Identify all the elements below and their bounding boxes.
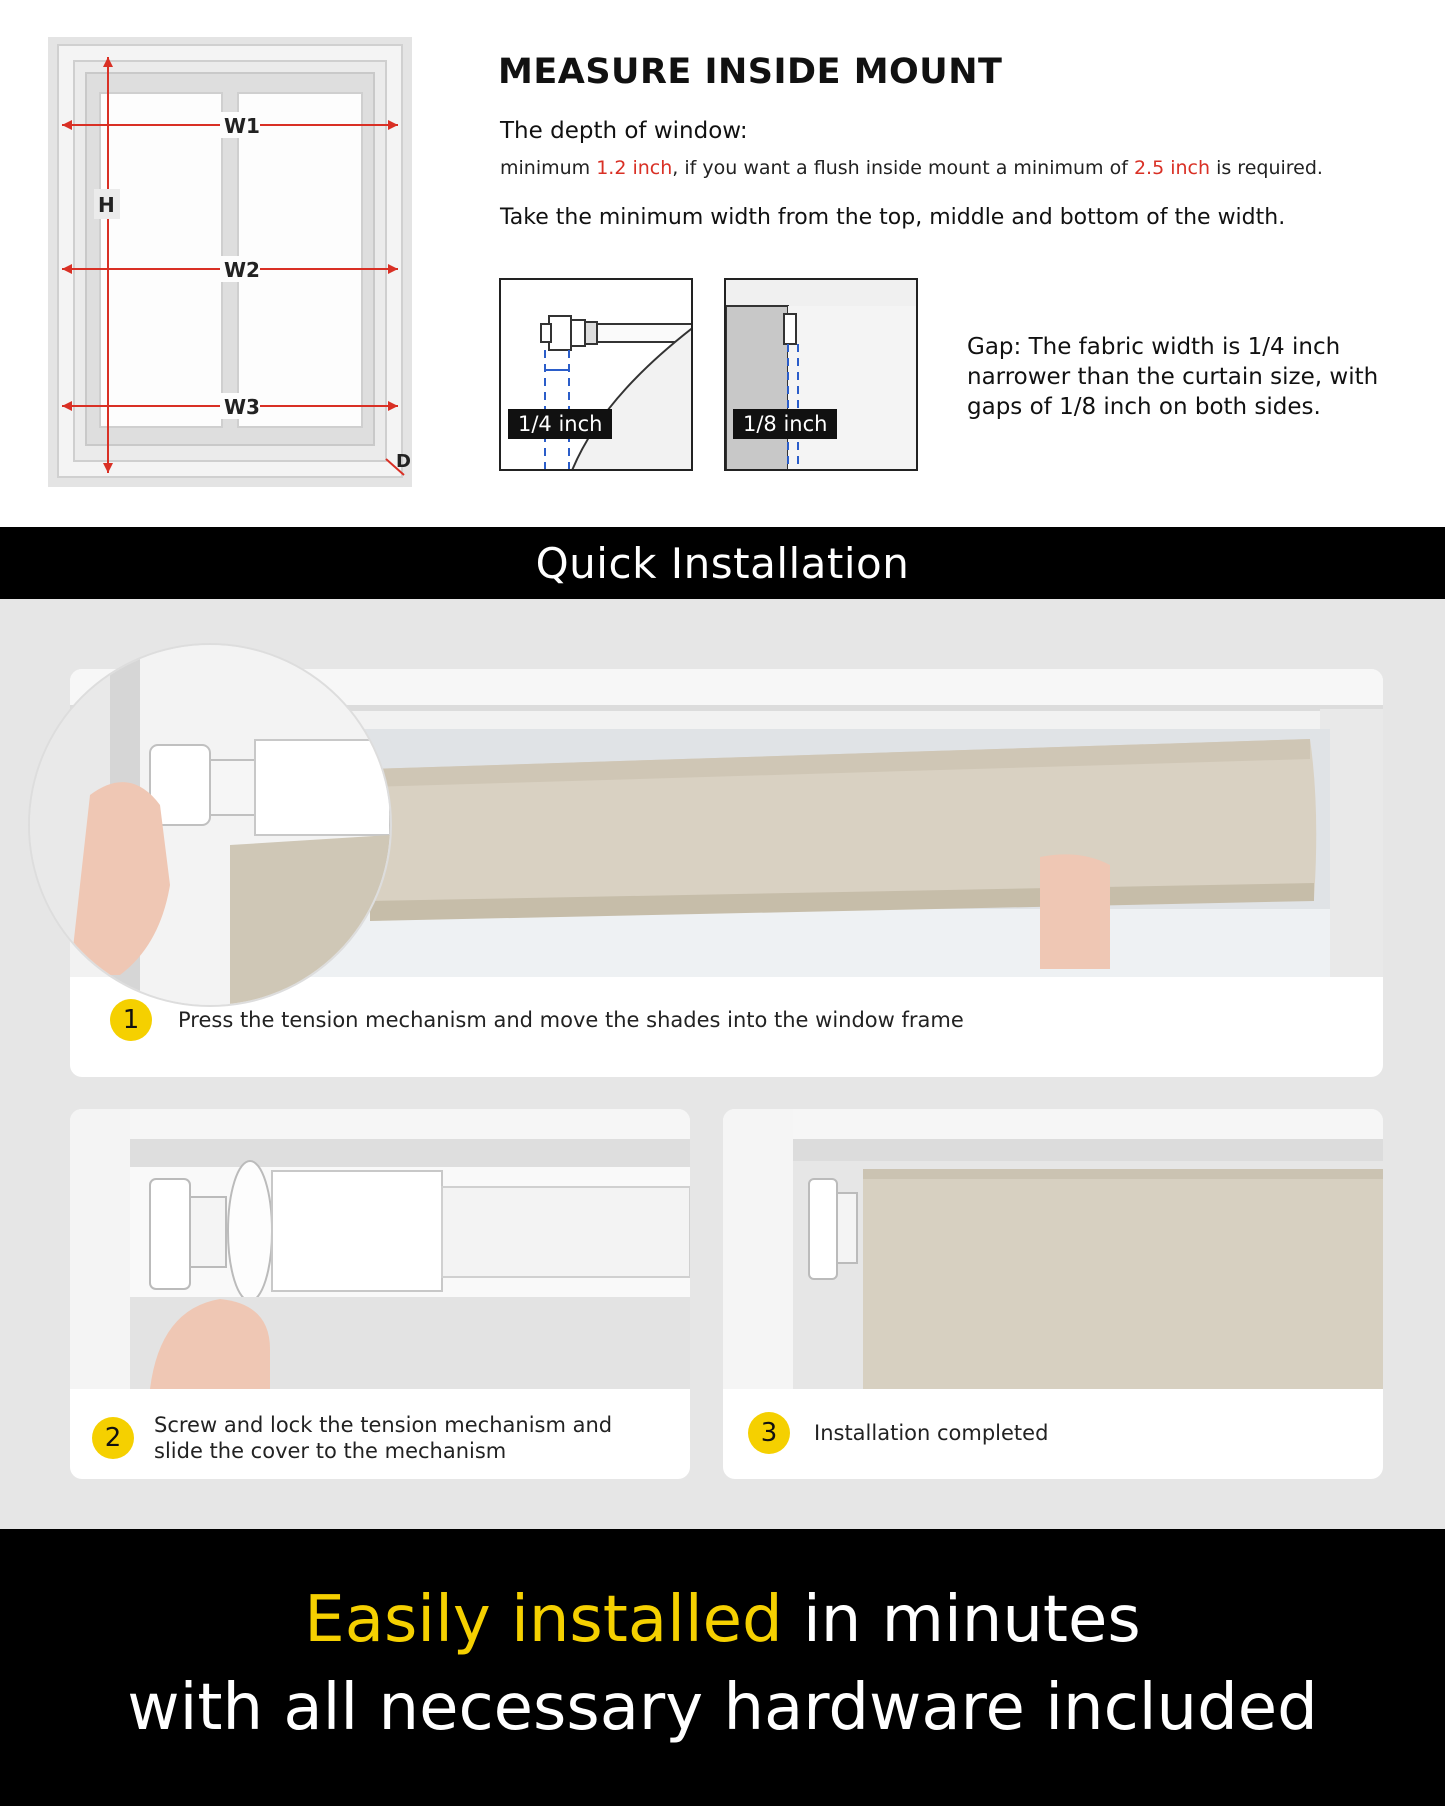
w2-label: W2 (224, 258, 260, 282)
step-3-text: Installation completed (814, 1421, 1049, 1445)
tension-mechanism-zoom (30, 645, 390, 1005)
rod-gap-illustration (501, 280, 693, 471)
depth-label: The depth of window: (500, 118, 748, 144)
step-2-caption (92, 1412, 654, 1464)
depth-min-value: 1.2 inch (596, 157, 673, 179)
step-1-caption (110, 999, 964, 1041)
d-label: D (396, 451, 411, 472)
step-3-caption (748, 1412, 1048, 1454)
step-1-text: Press the tension mechanism and move the shades into the window frame (178, 1008, 964, 1032)
zoom-photo (30, 645, 390, 1005)
w1-label: W1 (224, 114, 260, 138)
depth-suffix: is required. (1210, 157, 1323, 179)
frame-gap-illustration (726, 280, 918, 471)
step-3-photo (723, 1109, 1383, 1389)
depth-middle: , if you want a flush inside mount a minimum of (672, 157, 1134, 179)
depth-prefix: minimum (500, 157, 597, 179)
banner-title: Quick Installation (535, 538, 910, 588)
step-card-3 (723, 1109, 1383, 1479)
measure-title: MEASURE INSIDE MOUNT (498, 52, 1003, 92)
step-2-photo (70, 1109, 690, 1389)
gap-tag-quarter: 1/4 inch (508, 409, 612, 439)
w3-label: W3 (224, 395, 260, 419)
footer-banner (0, 1529, 1445, 1806)
gap-tag-eighth: 1/8 inch (733, 409, 837, 439)
measure-section (0, 0, 1445, 527)
depth-flush-value: 2.5 inch (1133, 157, 1211, 179)
gap-diagram-eighth (724, 278, 918, 471)
step-2-badge: 2 (92, 1417, 134, 1459)
gap-note: Gap: The fabric width is 1/4 inch narrower than the curtain size, with gaps of 1/8 inch on both sides. (967, 334, 1379, 420)
footer-headline-line-2: with all necessary hardware included (127, 1671, 1318, 1745)
step-3-badge: 3 (748, 1412, 790, 1454)
h-label: H (98, 193, 115, 217)
step-2-text: Screw and lock the tension mechanism and slide the cover to the mechanism (154, 1413, 613, 1463)
quick-installation-banner (0, 527, 1445, 599)
footer-line-1-rest: in minutes (782, 1583, 1141, 1657)
depth-detail (500, 157, 1323, 179)
step-1-badge: 1 (110, 999, 152, 1041)
gap-diagram-quarter (499, 278, 693, 471)
footer-headline-line-1 (0, 1583, 1445, 1657)
width-note: Take the minimum width from the top, middle and bottom of the width. (500, 205, 1286, 230)
window-measure-diagram (48, 37, 412, 487)
footer-highlight: Easily installed (304, 1583, 783, 1657)
step-card-2 (70, 1109, 690, 1479)
